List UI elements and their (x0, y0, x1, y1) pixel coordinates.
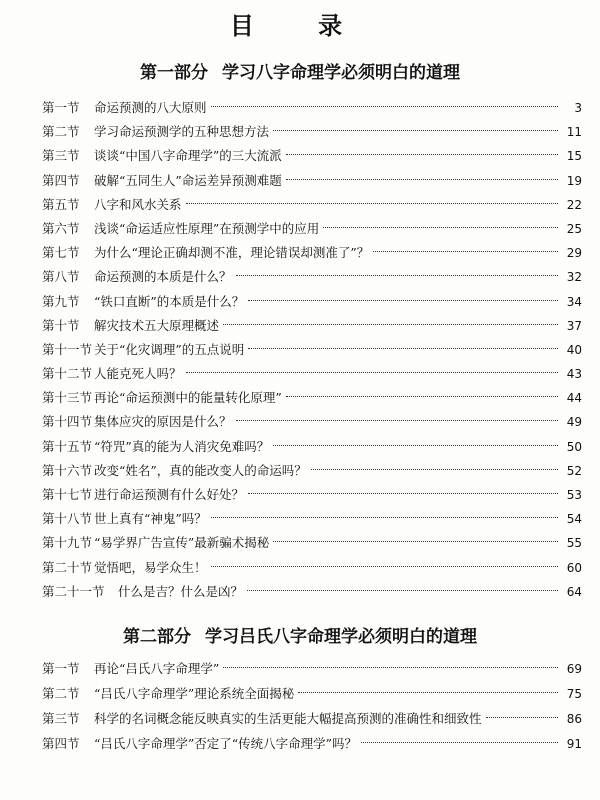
dot-leader (298, 692, 558, 693)
dot-leader (211, 566, 558, 567)
page-number: 50 (566, 439, 582, 454)
entry-title: 科学的名词概念能反映真实的生活更能大幅提高预测的准确性和细致性 (94, 711, 482, 726)
dot-leader (223, 324, 558, 325)
page-number: 69 (566, 662, 582, 676)
entry-title: 命运预测的八大原则 (94, 100, 207, 115)
dot-leader (273, 445, 558, 446)
section-number: 第十三节 (42, 390, 93, 406)
toc-entry[interactable] (42, 241, 582, 265)
part-title: 学习八字命理学必须明白的道理 (222, 63, 460, 83)
page-number: 34 (566, 294, 582, 309)
entry-title: 人能克死人吗？ (94, 366, 182, 382)
toc-entry[interactable] (42, 410, 582, 434)
section-number: 第二节 (42, 686, 80, 701)
dot-leader (186, 372, 558, 373)
dot-leader (373, 251, 558, 252)
entry-title: “吕氏八字命理学”理论系统全面揭秘 (94, 686, 295, 701)
section-number: 第三节 (42, 711, 80, 726)
page-number: 44 (566, 391, 582, 406)
section-number: 第十七节 (42, 487, 93, 502)
entry-title: 什么是吉？什么是凶？ (118, 583, 244, 599)
dot-leader (247, 590, 558, 591)
part-heading-2 (0, 622, 600, 647)
dot-leader (211, 517, 558, 518)
dot-leader (286, 179, 558, 180)
toc-entry[interactable] (42, 681, 582, 706)
page-number: 52 (566, 463, 582, 478)
dot-leader (361, 742, 558, 743)
toc-entry[interactable] (42, 386, 582, 410)
entry-title: “符咒”真的能为人消灾免难吗？ (94, 438, 270, 454)
dot-leader (486, 717, 558, 718)
section-number: 第十五节 (42, 438, 93, 454)
toc-entry[interactable] (42, 483, 582, 507)
section-number: 第十四节 (42, 414, 93, 430)
page-number: 22 (566, 197, 582, 212)
section-number: 第二节 (42, 124, 80, 140)
toc-entry[interactable] (42, 580, 582, 604)
section-number: 第一节 (42, 100, 80, 115)
dot-leader (236, 420, 558, 421)
page-number: 54 (566, 512, 582, 527)
entry-title: 为什么“理论正确却测不准，理论错误却测准了”？ (94, 245, 370, 261)
section-number: 第四节 (42, 736, 80, 751)
toc-entry[interactable] (42, 314, 582, 338)
part-2-entries (42, 656, 582, 756)
toc-entry[interactable] (42, 169, 582, 193)
dot-leader (311, 469, 558, 470)
section-number: 第九节 (42, 293, 80, 309)
page-number: 75 (566, 687, 582, 701)
section-number: 第十节 (42, 317, 80, 333)
entry-title: 觉悟吧，易学众生！ (94, 559, 207, 575)
entry-title: “铁口直断”的本质是什么？ (94, 293, 245, 309)
toc-entry[interactable] (42, 338, 582, 362)
entry-title: 解灾技术五大原理概述 (94, 317, 220, 333)
toc-entry[interactable] (42, 362, 582, 386)
section-number: 第二十节 (42, 559, 93, 575)
entry-title: 破解“五同生人”命运差异预测难题 (94, 172, 282, 188)
toc-title: 目 录 (229, 12, 371, 40)
dot-leader (186, 203, 558, 204)
toc-entry[interactable] (42, 144, 582, 168)
dot-leader (286, 154, 558, 155)
toc-entry[interactable] (42, 556, 582, 580)
page-number: 86 (566, 712, 582, 726)
entry-title: 进行命运预测有什么好处？ (94, 487, 245, 502)
dot-leader (273, 130, 558, 131)
entry-title: 浅谈“命运适应性原理”在预测学中的应用 (94, 220, 320, 236)
section-number: 第一节 (42, 661, 80, 676)
entry-title: 世上真有“神鬼”吗？ (94, 511, 207, 527)
page-number: 55 (566, 536, 582, 551)
toc-entry[interactable] (42, 265, 582, 289)
page-number: 64 (566, 584, 582, 599)
page-number: 43 (566, 367, 582, 382)
toc-entry[interactable] (42, 459, 582, 483)
page-number: 60 (566, 560, 582, 575)
page-number: 49 (566, 415, 582, 430)
entry-title: 集体应灾的原因是什么？ (94, 414, 232, 430)
section-number: 第十一节 (42, 341, 93, 357)
toc-entry[interactable] (42, 120, 582, 144)
entry-title: 命运预测的本质是什么？ (94, 269, 232, 285)
page-number: 11 (566, 125, 582, 140)
part-name: 第一部分 (140, 63, 208, 83)
dot-leader (223, 667, 558, 668)
page-number: 25 (566, 221, 582, 236)
section-number: 第十八节 (42, 511, 93, 527)
toc-entry[interactable] (42, 96, 582, 120)
entry-title: 关于“化灾调理”的五点说明 (94, 341, 245, 357)
toc-entry[interactable] (42, 507, 582, 531)
part-heading-1 (0, 58, 600, 83)
section-number: 第八节 (42, 269, 80, 285)
entry-title: 改变“姓名”，真的能改变人的命运吗？ (94, 462, 307, 478)
entry-title: 八字和风水关系 (94, 196, 182, 212)
part-1-entries (42, 96, 582, 604)
entry-title: 再论“吕氏八字命理学” (94, 661, 220, 676)
section-number: 第四节 (42, 172, 80, 188)
dot-leader (248, 493, 558, 494)
page-number: 19 (566, 173, 582, 188)
section-number: 第二十一节 (42, 583, 105, 599)
section-number: 第七节 (42, 245, 80, 261)
entry-title: 再论“命运预测中的能量转化原理” (94, 390, 282, 406)
page-number: 15 (566, 149, 582, 164)
section-number: 第十六节 (42, 462, 93, 478)
page-number: 40 (566, 342, 582, 357)
dot-leader (211, 106, 558, 107)
section-number: 第六节 (42, 220, 80, 236)
dot-leader (273, 541, 558, 542)
page-number: 37 (566, 318, 582, 333)
entry-title: “易学界广告宣传”最新骗术揭秘 (94, 535, 270, 551)
section-number: 第三节 (42, 148, 80, 164)
dot-leader (323, 227, 558, 228)
entry-title: “吕氏八字命理学”否定了“传统八字命理学”吗？ (94, 736, 358, 751)
toc-entry[interactable] (42, 435, 582, 459)
toc-entry[interactable] (42, 706, 582, 731)
toc-entry[interactable] (42, 290, 582, 314)
section-number: 第十二节 (42, 366, 93, 382)
dot-leader (236, 275, 558, 276)
entry-title: 谈谈“中国八字命理学”的三大流派 (94, 148, 282, 164)
dot-leader (248, 348, 558, 349)
part-title: 学习吕氏八字命理学必须明白的道理 (205, 627, 477, 647)
dot-leader (286, 396, 558, 397)
toc-entry[interactable] (42, 193, 582, 217)
entry-title: 学习命运预测学的五种思想方法 (94, 124, 270, 140)
section-number: 第五节 (42, 196, 80, 212)
page-number: 53 (566, 488, 582, 502)
dot-leader (248, 300, 558, 301)
page-number: 32 (566, 270, 582, 285)
toc-entry[interactable] (42, 656, 582, 681)
toc-entry[interactable] (42, 731, 582, 756)
toc-entry[interactable] (42, 531, 582, 555)
part-name: 第二部分 (123, 627, 191, 647)
section-number: 第十九节 (42, 535, 93, 551)
page-number: 91 (566, 737, 582, 751)
toc-entry[interactable] (42, 217, 582, 241)
page-number: 3 (574, 101, 582, 115)
page-number: 29 (566, 246, 582, 261)
